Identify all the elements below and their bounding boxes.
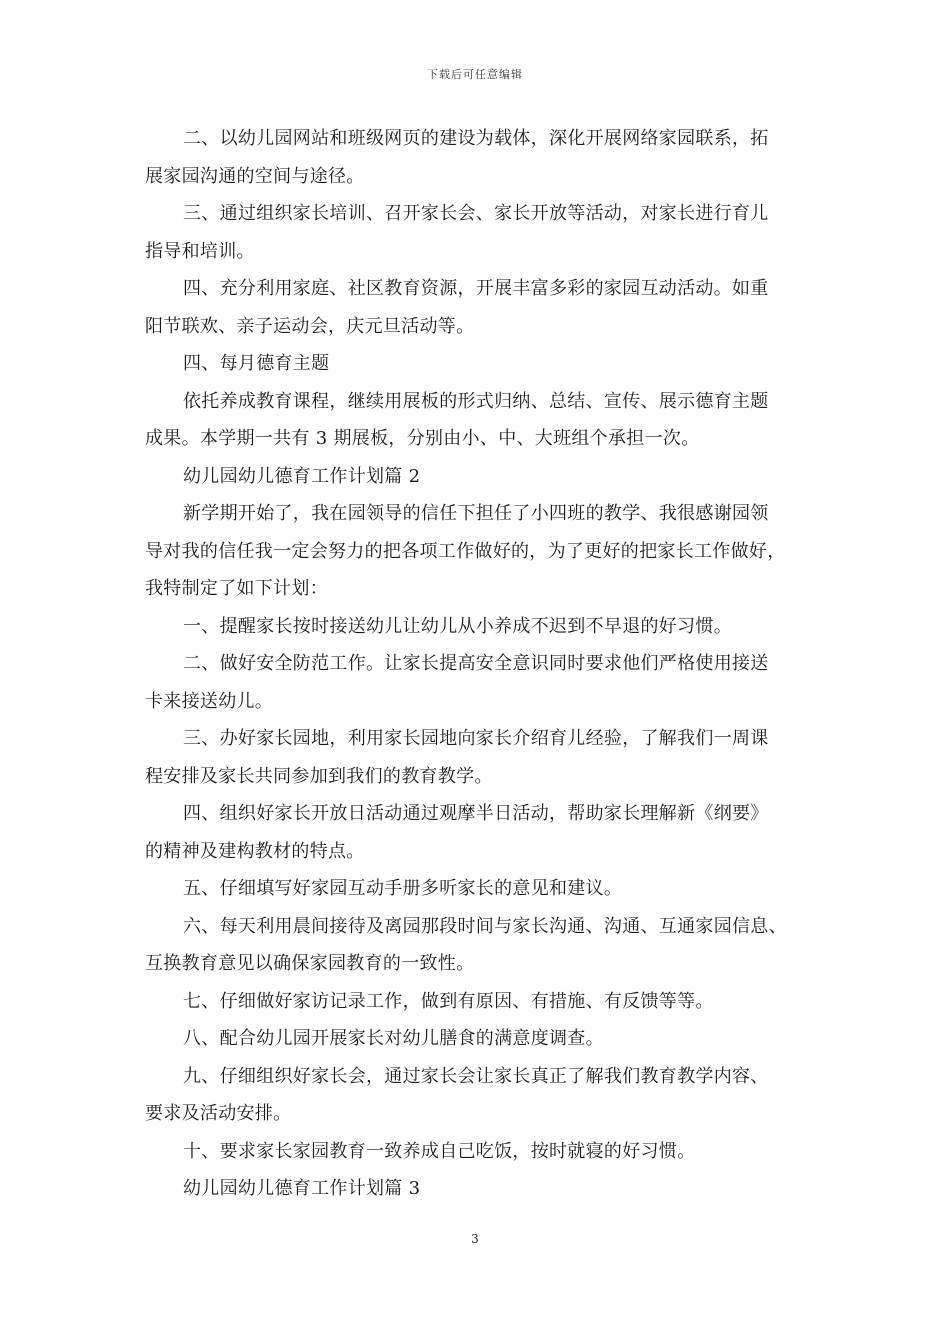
paragraph [145, 195, 825, 270]
paragraph-line: 三、办好家长园地，利用家长园地向家长介绍育儿经验，了解我们一周课 [183, 728, 769, 749]
paragraph [145, 458, 825, 496]
paragraph [145, 983, 825, 1021]
paragraph-line: 依托养成教育课程，继续用展板的形式归纳、总结、宣传、展示德育主题 [183, 390, 769, 412]
paragraph-line: 导对我的信任我一定会努力的把各项工作做好的，为了更好的把家长工作做好， [145, 540, 786, 562]
paragraph-line: 幼儿园幼儿德育工作计划篇 3 [183, 1178, 421, 1199]
paragraph [145, 120, 825, 195]
paragraph-line: 四、充分利用家庭、社区教育资源，开展丰富多彩的家园互动活动。如重 [183, 278, 769, 299]
paragraph-line: 互换教育意见以确保家园教育的一致性。 [145, 953, 475, 974]
paragraph-line: 四、每月德育主题 [183, 353, 330, 374]
paragraph-line: 要求及活动安排。 [145, 1103, 292, 1124]
paragraph-line: 五、仔细填写好家园互动手册多听家长的意见和建议。 [183, 878, 623, 899]
paragraph [145, 908, 825, 983]
paragraph-line: 幼儿园幼儿德育工作计划篇 2 [183, 465, 421, 487]
paragraph-line: 四、组织好家长开放日活动通过观摩半日活动，帮助家长理解新《纲要》 [183, 803, 769, 824]
paragraph-line: 二、以幼儿园网站和班级网页的建设为载体，深化开展网络家园联系，拓 [183, 128, 769, 149]
paragraph [145, 720, 825, 795]
paragraph [145, 495, 825, 608]
paragraph-line: 二、做好安全防范工作。让家长提高安全意识同时要求他们严格使用接送 [183, 653, 769, 674]
paragraph-line: 阳节联欢、亲子运动会，庆元旦活动等。 [145, 315, 475, 337]
paragraph-line: 的精神及建构教材的特点。 [145, 840, 365, 862]
paragraph [145, 645, 825, 720]
paragraph-line: 一、提醒家长按时接送幼儿让幼儿从小养成不迟到不早退的好习惯。 [183, 615, 732, 637]
paragraph-line: 展家园沟通的空间与途径。 [145, 165, 365, 187]
header-note: 下载后可任意编辑 [427, 68, 523, 81]
paragraph [145, 870, 825, 908]
paragraph [145, 270, 825, 345]
page-number: 3 [471, 1232, 479, 1246]
paragraph [145, 383, 825, 458]
paragraph-line: 指导和培训。 [145, 240, 255, 262]
paragraph [145, 1170, 825, 1208]
paragraph-line: 成果。本学期一共有 3 期展板，分别由小、中、大班组个承担一次。 [145, 428, 700, 449]
paragraph-line: 卡来接送幼儿。 [145, 690, 274, 712]
document-body [145, 120, 825, 1208]
paragraph [145, 1058, 825, 1133]
paragraph [145, 1020, 825, 1058]
paragraph-line: 三、通过组织家长培训、召开家长会、家长开放等活动，对家长进行育儿 [183, 203, 769, 224]
paragraph-line: 我特制定了如下计划： [145, 578, 328, 599]
paragraph-line: 新学期开始了，我在园领导的信任下担任了小四班的教学、我很感谢园领 [183, 503, 769, 524]
paragraph-line: 八、配合幼儿园开展家长对幼儿膳食的满意度调查。 [183, 1028, 604, 1049]
paragraph [145, 1133, 825, 1171]
paragraph-line: 六、每天利用晨间接待及离园那段时间与家长沟通、沟通、互通家园信息、 [183, 915, 787, 937]
paragraph-line: 九、仔细组织好家长会，通过家长会让家长真正了解我们教育教学内容、 [183, 1065, 769, 1087]
paragraph-line: 程安排及家长共同参加到我们的教育教学。 [145, 765, 493, 787]
paragraph-line: 十、要求家长家园教育一致养成自己吃饭，按时就寝的好习惯。 [183, 1140, 696, 1162]
paragraph [145, 608, 825, 646]
paragraph-line: 七、仔细做好家访记录工作，做到有原因、有措施、有反馈等等。 [183, 990, 714, 1012]
paragraph [145, 795, 825, 870]
paragraph [145, 345, 825, 383]
